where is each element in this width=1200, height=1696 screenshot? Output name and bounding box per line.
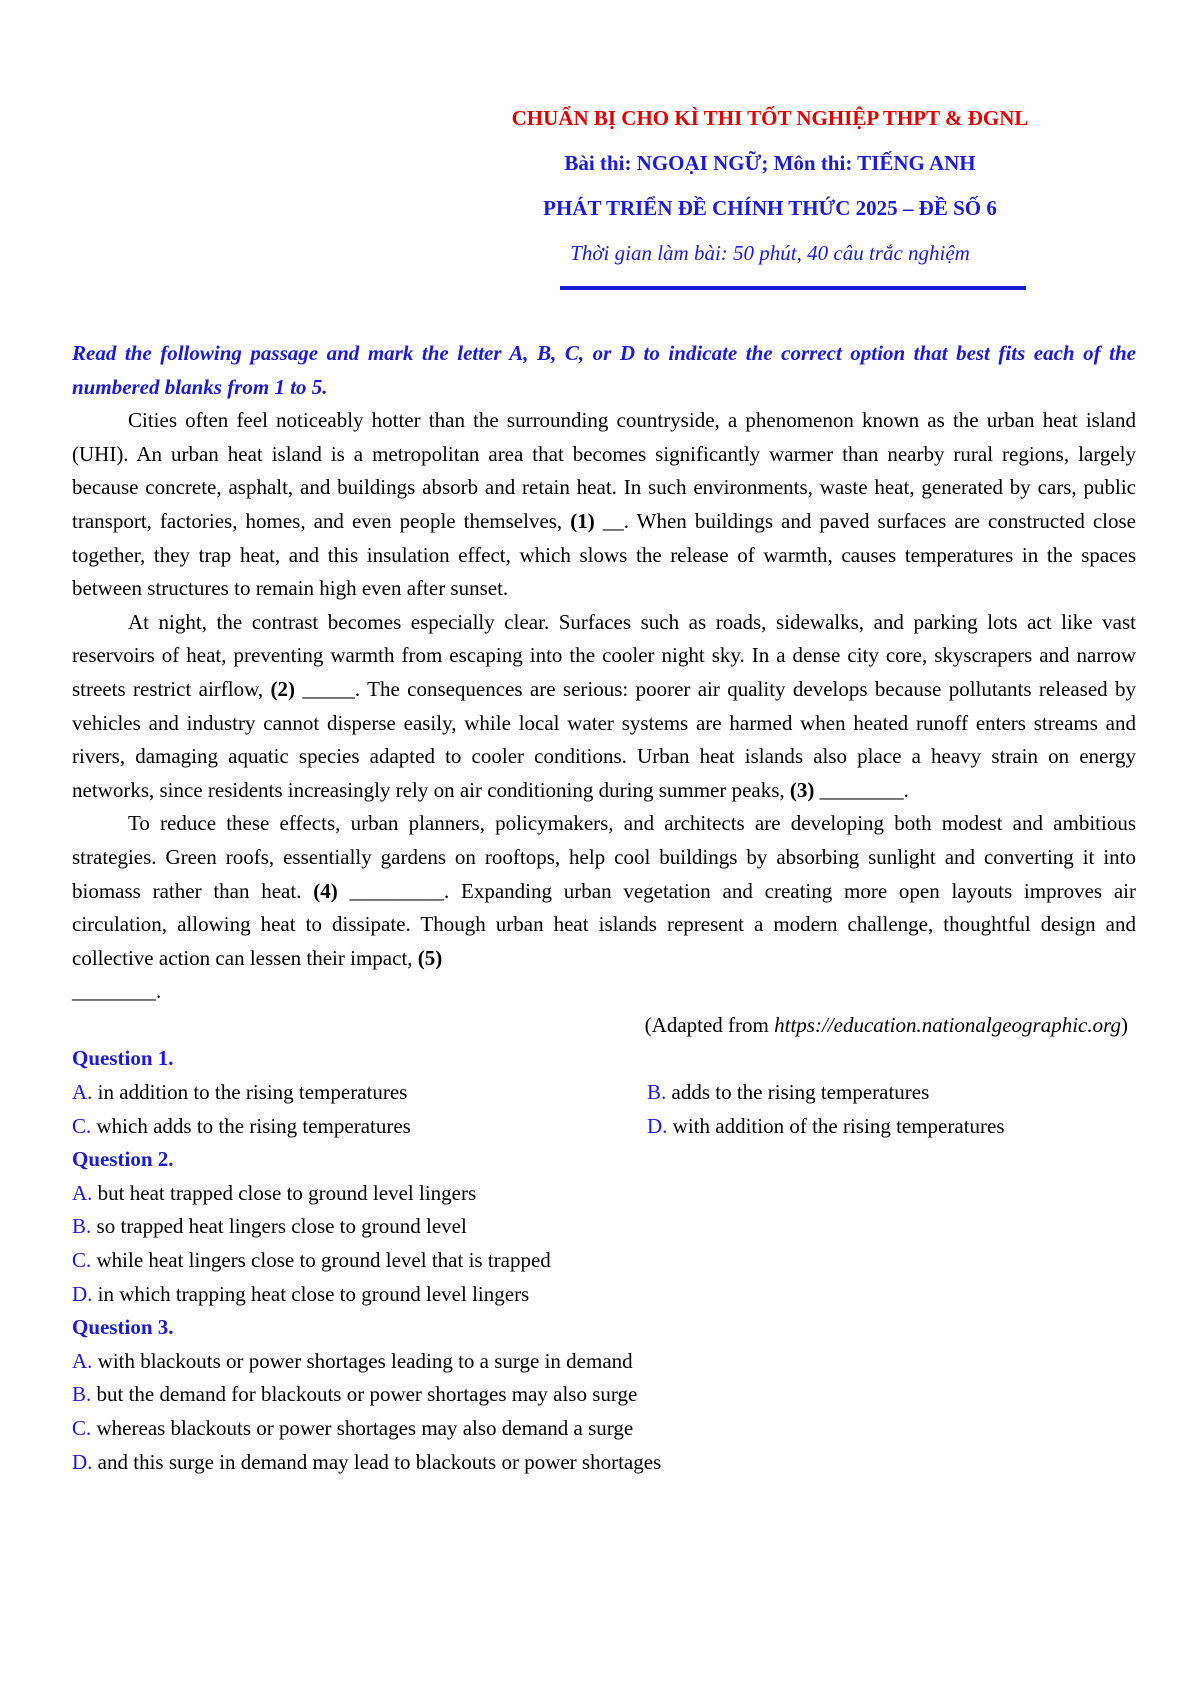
passage-text: . The consequences are serious: poorer air quality develops because pollutants released by vehicles and industry cannot disperse easily, while local water systems are harmed when heated runoff enters streams and rivers, damaging aquatic species adapted to cooler conditions. Urban heat islands also place a heavy strain on energy networks, since residents increasingly rely on air conditioning during summer peaks, xyxy=(72,676,1137,802)
source-prefix: (Adapted from xyxy=(644,1012,775,1037)
question-1-option-c[interactable] xyxy=(72,1110,647,1144)
blank-number-2: (2) xyxy=(270,676,296,701)
option-text: but the demand for blackouts or power shortages may also surge xyxy=(96,1382,638,1407)
option-letter: C. xyxy=(72,1113,92,1138)
exam-header xyxy=(470,104,1070,267)
blank-line-2: _____ xyxy=(302,676,355,701)
passage-text: . xyxy=(903,777,909,802)
passage-text: To reduce these effects, urban planners, policymakers, and architects are developing both modest and ambitious strategies. Green roofs, essentially gardens on rooftops, help cool buildings by absorbing sunlight and converting it into biomass rather than heat. xyxy=(72,811,1136,903)
blank-number-3: (3) xyxy=(789,777,815,802)
question-1-title: Question 1. xyxy=(72,1046,174,1071)
option-letter: A. xyxy=(72,1348,93,1373)
source-citation xyxy=(72,1009,1136,1043)
source-suffix: ) xyxy=(1121,1012,1128,1037)
blank-line-5: ________ xyxy=(72,979,156,1004)
passage-paragraph-2 xyxy=(72,606,1136,808)
blank-line-3: ________ xyxy=(819,777,904,802)
question-2-title: Question 2. xyxy=(72,1147,174,1172)
question-1-option-b[interactable] xyxy=(647,1076,1200,1110)
question-1-option-d[interactable] xyxy=(647,1110,1200,1144)
blank-line-4: _________ xyxy=(349,878,444,903)
passage-text: . When buildings and paved surfaces are constructed close together, they trap heat, and this insulation effect, which slows the release of warmth, causes temperatures in the spaces between structures to remain high even after sunset. xyxy=(72,508,1137,601)
passage-text: At night, the contrast becomes especially clear. Surfaces such as roads, sidewalks, and parking lots act like vast reservoirs of heat, preventing warmth from escaping into the cooler night sky. In a dense city core, skyscrapers and narrow streets restrict airflow, xyxy=(72,609,1136,701)
question-2-option-d[interactable] xyxy=(72,1278,1136,1312)
option-text: in which trapping heat close to ground level lingers xyxy=(97,1281,530,1306)
source-url: https://education.nationalgeographic.org xyxy=(774,1012,1121,1037)
exam-edition: PHÁT TRIỂN ĐỀ CHÍNH THỨC 2025 – ĐỀ SỐ 6 xyxy=(543,196,997,220)
passage-paragraph-3 xyxy=(72,807,1136,1009)
blank-number-4: (4) xyxy=(313,878,338,903)
blank-number-1: (1) xyxy=(570,508,595,533)
blank-number-5: (5) xyxy=(417,945,443,970)
option-text: with blackouts or power shortages leading to a surge in demand xyxy=(97,1348,633,1373)
instruction-text: Read the following passage and mark the letter A, B, C, or D to indicate the correct option that best fits each of the numbered blanks from 1 to 5. xyxy=(72,341,1136,399)
option-letter: D. xyxy=(72,1449,93,1474)
exam-duration: Thời gian làm bài: 50 phút, 40 câu trắc nghiệm xyxy=(570,241,970,265)
option-letter: D. xyxy=(72,1281,93,1306)
header-divider xyxy=(560,286,1026,290)
question-1-options-row xyxy=(72,1110,1136,1144)
option-letter: A. xyxy=(72,1080,93,1105)
option-text: with addition of the rising temperatures xyxy=(672,1113,1005,1138)
option-letter: B. xyxy=(72,1214,92,1239)
question-3-option-b[interactable] xyxy=(72,1378,1136,1412)
option-text: while heat lingers close to ground level that is trapped xyxy=(96,1248,551,1273)
question-3-option-d[interactable] xyxy=(72,1446,1136,1480)
option-text: in addition to the rising temperatures xyxy=(97,1080,408,1105)
option-text: which adds to the rising temperatures xyxy=(96,1113,411,1138)
option-letter: C. xyxy=(72,1416,92,1440)
passage-paragraph-1 xyxy=(72,404,1136,606)
question-1-option-a[interactable] xyxy=(72,1076,647,1110)
option-text: and this surge in demand may lead to blackouts or power shortages xyxy=(97,1449,662,1474)
question-1-options-row xyxy=(72,1076,1136,1110)
option-letter: D. xyxy=(647,1113,668,1138)
option-letter: A. xyxy=(72,1180,93,1205)
option-text: but heat trapped close to ground level lingers xyxy=(97,1180,477,1205)
question-3-title: Question 3. xyxy=(72,1315,174,1340)
question-2-option-a[interactable] xyxy=(72,1177,1136,1211)
option-text: whereas blackouts or power shortages may also demand a surge xyxy=(96,1416,634,1440)
question-2-option-b[interactable] xyxy=(72,1210,1136,1244)
blank-line-1: __ xyxy=(602,508,624,533)
option-text: adds to the rising temperatures xyxy=(671,1080,930,1105)
exam-content xyxy=(72,337,1136,1479)
option-letter: B. xyxy=(647,1080,667,1105)
passage-text: . xyxy=(156,979,162,1004)
exam-title: CHUẨN BỊ CHO KÌ THI TỐT NGHIỆP THPT & ĐGNL xyxy=(511,106,1029,130)
option-letter: C. xyxy=(72,1248,92,1273)
passage-text: . Expanding urban vegetation and creating more open layouts improves air circulation, allowing heat to dissipate. Though urban heat islands represent a modern challenge, thoughtful design and collective action can lessen their impact, xyxy=(72,878,1136,970)
option-text: so trapped heat lingers close to ground level xyxy=(96,1214,467,1239)
exam-subject: Bài thi: NGOẠI NGỮ; Môn thi: TIẾNG ANH xyxy=(564,151,976,175)
question-3-option-a[interactable] xyxy=(72,1345,1136,1379)
option-letter: B. xyxy=(72,1382,92,1407)
question-3-option-c[interactable] xyxy=(72,1412,1136,1446)
question-2-option-c[interactable] xyxy=(72,1244,1136,1278)
passage-text: Cities often feel noticeably hotter than the surrounding countryside, a phenomenon known as the urban heat island (UHI). An urban heat island is a metropolitan area that becomes significantly warmer than nearby rural regions, largely because concrete, asphalt, and buildings absorb and retain heat. In such environments, waste heat, generated by cars, public transport, factories, homes, and even people themselves, xyxy=(72,408,1136,533)
